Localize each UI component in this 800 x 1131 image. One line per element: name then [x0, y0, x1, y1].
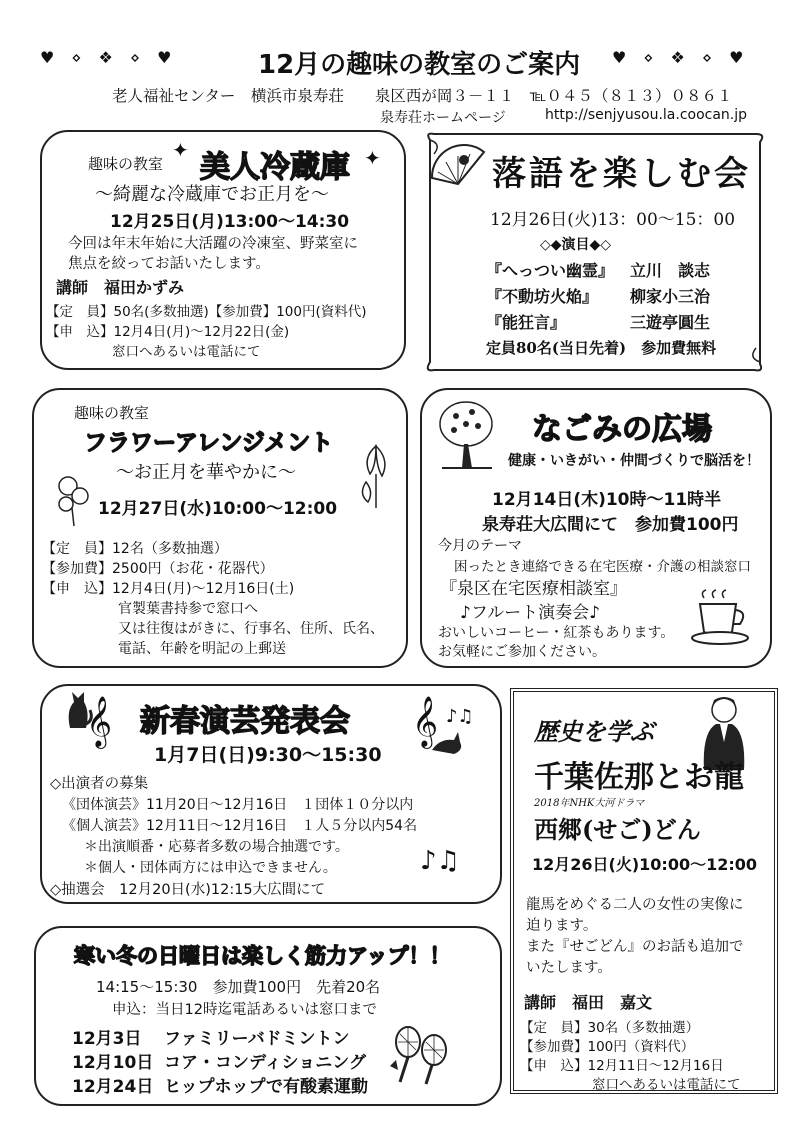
sunday-apply: 申込：当日12時迄電話あるいは窓口まで: [112, 1002, 377, 1018]
history-title-2: 千葉佐那とお龍: [534, 760, 744, 795]
history-desc-2: 迫ります。: [526, 918, 598, 934]
flower-subtitle: ～お正月を華やかに～: [116, 462, 296, 483]
treble-clef-icon-right: 𝄞: [412, 696, 439, 747]
flower-fee: 【参加費】2500円（お花・花器代）: [42, 561, 274, 577]
history-drama: 西郷(せご)どん: [534, 815, 701, 844]
event-name: ヒップホップで有酸素運動: [164, 1077, 368, 1097]
program-title: 『能狂言』: [486, 313, 567, 332]
nagomi-title: なごみの広場: [532, 412, 712, 447]
shinshun-solo: 《個人演芸》12月11日～12月16日 １人５分以内54名: [62, 818, 418, 834]
fridge-subtitle: ～綺麗な冷蔵庫でお正月を～: [95, 184, 329, 205]
nagomi-theme-name: 『泉区在宅医療相談室』: [440, 579, 627, 599]
treble-clef-icon: 𝄞: [86, 696, 113, 747]
nagomi-theme: 困ったとき連絡できる在宅医療・介護の相談窓口: [454, 559, 751, 575]
shinshun-note-2: ＊個人・団体両方には申込できません。: [84, 860, 337, 876]
history-fee: 【参加費】100円（資料代）: [520, 1039, 695, 1055]
fridge-apply: 【申 込】12月4日(月)～12月22日(金): [46, 324, 290, 340]
header-ornaments-left: ♥ ⋄ ❖ ⋄ ♥: [40, 48, 178, 67]
rakugo-capacity: 定員80名(当日先着) 参加費無料: [486, 339, 717, 357]
flower-illustration-icon: [48, 468, 98, 528]
flower-apply-note-1: 官製葉書持参で窓口へ: [118, 601, 258, 617]
flower-title: フラワーアレンジメント: [84, 430, 334, 456]
fridge-datetime: 12月25日(月)13:00～14:30: [110, 212, 350, 232]
nagomi-theme-label: 今月のテーマ: [438, 538, 522, 554]
fridge-title: 美人冷蔵庫: [200, 150, 350, 185]
music-notes-icon: ♪♫: [446, 706, 474, 727]
nagomi-note-2: お気軽にご参加ください。: [438, 644, 606, 660]
sunday-time: 14:15～15:30 参加費100円 先着20名: [96, 978, 381, 996]
history-desc-3: また『せごどん』のお話も追加で: [526, 939, 744, 955]
program-performer: 立川 談志: [630, 261, 711, 280]
homepage-url[interactable]: http://senjyusou.la.coocan.jp: [545, 107, 748, 123]
homepage-label: 泉寿荘ホームページ: [380, 110, 506, 126]
tree-icon: [434, 398, 498, 472]
history-lecturer: 講師 福田 嘉文: [524, 993, 653, 1012]
fan-icon: [428, 138, 488, 190]
music-notes-icon-bottom: ♪♫: [420, 846, 460, 876]
program-performer: 三遊亭圓生: [630, 313, 711, 332]
flower-label: 趣味の教室: [74, 404, 150, 422]
fridge-lecturer: 講師 福田かずみ: [56, 278, 185, 297]
history-datetime: 12月26日(火)10:00～12:00: [532, 855, 758, 874]
sparkle-icon-right: ✦: [364, 146, 381, 170]
fridge-label: 趣味の教室: [88, 155, 164, 173]
fridge-apply-note: 窓口へあるいは電話にて: [112, 344, 261, 360]
nagomi-place-fee: 泉寿荘大広間にて 参加費100円: [482, 515, 739, 535]
flower-datetime: 12月27日(水)10:00～12:00: [98, 499, 338, 519]
page-title: 12月の趣味の教室のご案内: [258, 50, 581, 80]
shinshun-datetime: 1月7日(日)9:30～15:30: [154, 744, 382, 766]
shinshun-title: 新春演芸発表会: [140, 704, 350, 739]
event-date: 12月24日: [72, 1077, 154, 1097]
program-title: 『へっつい幽霊』: [486, 261, 615, 280]
shinshun-lottery: ◇抽選会 12月20日(水)12:15大広間にて: [50, 882, 326, 898]
org-line: 老人福祉センター 横浜市泉寿荘 泉区西が岡３－１１ ℡０４５（８１３）０８６１: [112, 87, 733, 105]
nagomi-note-1: おいしいコーヒー・紅茶もあります。: [438, 625, 675, 641]
fridge-desc-1: 今回は年末年始に大活躍の冷凍室、野菜室に: [68, 236, 358, 252]
cat-icon-right: [430, 730, 464, 756]
program-performer: 柳家小三治: [630, 287, 711, 306]
history-desc-1: 龍馬をめぐる二人の女性の実像に: [526, 897, 744, 913]
header-ornaments-right: ♥ ⋄ ❖ ⋄ ♥: [612, 48, 750, 67]
nagomi-tagline: 健康・いきがい・仲間づくりで脳活を！: [508, 453, 760, 469]
coffee-cup-icon: [690, 590, 756, 648]
shinshun-recruit: ◇出演者の募集: [50, 776, 149, 792]
fridge-desc-2: 焦点を絞ってお話いたします。: [68, 256, 270, 272]
fridge-capacity: 【定 員】50名(多数抽選)【参加費】100円(資料代): [46, 304, 367, 320]
flower-apply-note-3: 電話、年齢を明記の上郵送: [118, 641, 286, 657]
rakugo-program-label: ◇◆演目◆◇: [540, 237, 612, 253]
shinshun-note-1: ＊出演順番・応募者多数の場合抽選です。: [84, 839, 349, 855]
history-title-1: 歴史を学ぶ: [534, 717, 654, 746]
event-date: 12月10日: [72, 1053, 154, 1073]
sunday-title: 寒い冬の日曜日は楽しく筋力アップ！！: [74, 944, 451, 968]
shinshun-group: 《団体演芸》11月20日～12月16日 １団体１０分以内: [62, 797, 414, 813]
rakugo-datetime: 12月26日(火)13：00～15：00: [490, 210, 736, 230]
rakugo-title: 落語を楽しむ会: [492, 154, 751, 194]
history-capacity: 【定 員】30名（多数抽選）: [520, 1020, 700, 1036]
event-date: 12月3日: [72, 1029, 142, 1049]
event-name: コア・コンディショニング: [164, 1053, 366, 1073]
event-name: ファミリーバドミントン: [164, 1029, 350, 1049]
nagomi-datetime: 12月14日(木)10時～11時半: [492, 490, 722, 510]
flower-apply: 【申 込】12月4日(月)～12月16日(土): [42, 581, 295, 597]
history-apply: 【申 込】12月11日～12月16日: [520, 1058, 724, 1074]
history-apply-note: 窓口へあるいは電話にて: [592, 1077, 741, 1093]
lily-illustration-icon: [352, 438, 400, 510]
history-desc-4: いたします。: [526, 960, 612, 976]
nagomi-flute: ♪フルート演奏会♪: [460, 603, 601, 623]
program-title: 『不動坊火焔』: [486, 287, 599, 306]
flower-apply-note-2: 又は往復はがきに、行事名、住所、氏名、: [118, 621, 384, 637]
badminton-racket-icon: [386, 1024, 456, 1086]
history-drama-label: 2018年NHK大河ドラマ: [534, 798, 645, 809]
sparkle-icon: ✦: [172, 138, 189, 162]
flower-capacity: 【定 員】12名（多数抽選）: [42, 541, 228, 557]
